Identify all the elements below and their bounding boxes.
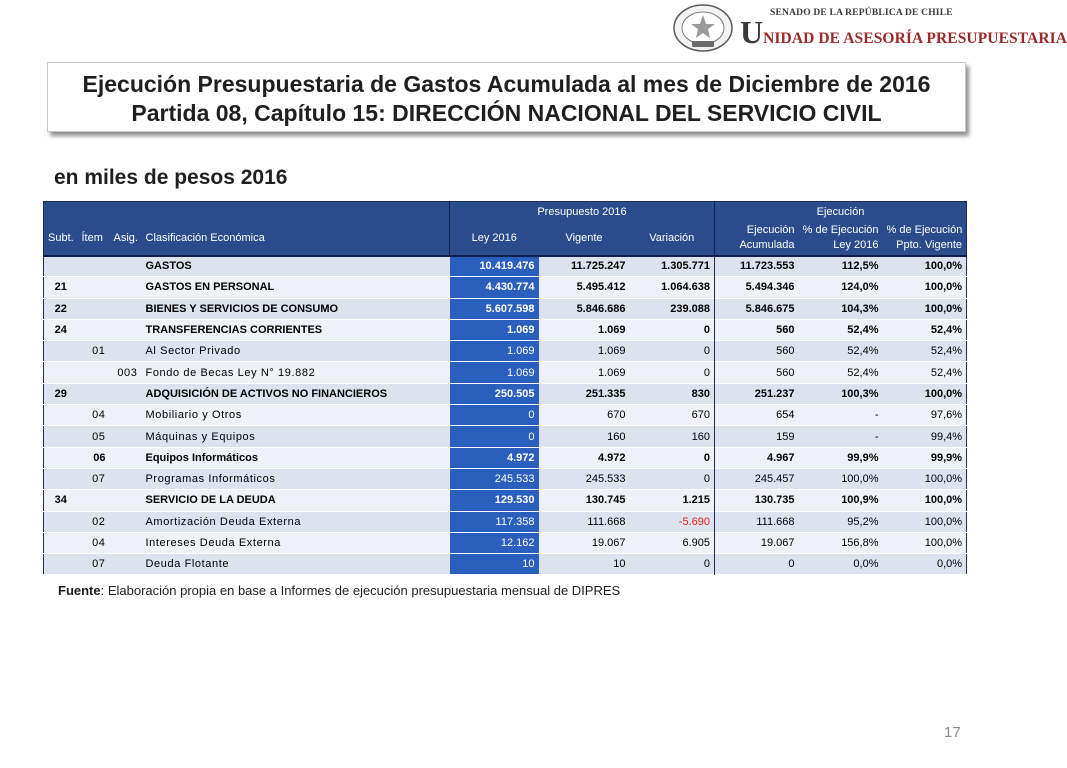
cell-asig	[110, 511, 142, 532]
cell-subt	[44, 511, 78, 532]
cell-ley: 12.162	[450, 532, 539, 553]
cell-variacion: 0	[630, 554, 715, 575]
cell-subt: 29	[44, 383, 78, 404]
table-row	[44, 298, 967, 319]
cell-vigente: 111.668	[539, 511, 630, 532]
cell-vigente: 5.846.686	[539, 298, 630, 319]
cell-pct-ley: 0,0%	[799, 554, 883, 575]
cell-ley: 4.430.774	[450, 277, 539, 298]
cell-item: 07	[78, 468, 110, 489]
cell-vigente: 670	[539, 405, 630, 426]
header-pct-ley-l2: Ley 2016	[833, 239, 879, 251]
logo-rest: NIDAD DE ASESORÍA PRESUPUESTARIA	[763, 30, 1067, 47]
senate-logo	[672, 3, 1067, 53]
table-row	[44, 511, 967, 532]
cell-ejec: 245.457	[715, 468, 799, 489]
cell-vigente: 1.069	[539, 319, 630, 340]
cell-vigente: 245.533	[539, 468, 630, 489]
cell-pct-vig: 52,4%	[883, 362, 967, 383]
header-pct-vigente-l2: Ppto. Vigente	[896, 239, 963, 251]
cell-clasif: Equipos Informáticos	[142, 447, 450, 468]
cell-pct-vig: 100,0%	[883, 298, 967, 319]
cell-subt	[44, 532, 78, 553]
cell-subt	[44, 426, 78, 447]
header-blank	[44, 202, 450, 222]
cell-ley: 1.069	[450, 341, 539, 362]
cell-ejec: 560	[715, 319, 799, 340]
cell-ejec: 5.846.675	[715, 298, 799, 319]
cell-ejec: 19.067	[715, 532, 799, 553]
cell-ejec: 560	[715, 341, 799, 362]
header-ley: Ley 2016	[450, 222, 539, 256]
cell-pct-vig: 99,4%	[883, 426, 967, 447]
cell-variacion: 0	[630, 468, 715, 489]
header-item: Ítem	[78, 222, 110, 256]
cell-subt: 24	[44, 319, 78, 340]
cell-clasif: ADQUISICIÓN DE ACTIVOS NO FINANCIEROS	[142, 383, 450, 404]
table-row	[44, 554, 967, 575]
cell-ejec: 130.735	[715, 490, 799, 511]
cell-subt	[44, 256, 78, 277]
cell-vigente: 5.495.412	[539, 277, 630, 298]
cell-clasif: GASTOS	[142, 256, 450, 277]
cell-asig	[110, 468, 142, 489]
cell-pct-vig: 100,0%	[883, 511, 967, 532]
cell-pct-vig: 52,4%	[883, 319, 967, 340]
cell-item: 02	[78, 511, 110, 532]
cell-ley: 5.607.598	[450, 298, 539, 319]
cell-item: 01	[78, 341, 110, 362]
cell-subt	[44, 554, 78, 575]
cell-pct-ley: 95,2%	[799, 511, 883, 532]
cell-clasif: Deuda Flotante	[142, 554, 450, 575]
cell-subt: 34	[44, 490, 78, 511]
header-pct-ley-l1: % de Ejecución	[802, 224, 879, 236]
cell-subt	[44, 405, 78, 426]
cell-item	[78, 362, 110, 383]
header-vigente: Vigente	[539, 222, 630, 256]
cell-clasif: SERVICIO DE LA DEUDA	[142, 490, 450, 511]
cell-ley: 250.505	[450, 383, 539, 404]
cell-variacion: 0	[630, 362, 715, 383]
table-row	[44, 277, 967, 298]
cell-asig	[110, 554, 142, 575]
cell-item: 06	[78, 447, 110, 468]
cell-pct-ley: 124,0%	[799, 277, 883, 298]
cell-ley: 10.419.476	[450, 256, 539, 277]
cell-subt	[44, 341, 78, 362]
cell-clasif: Intereses Deuda Externa	[142, 532, 450, 553]
table-row	[44, 532, 967, 553]
cell-pct-ley: 52,4%	[799, 362, 883, 383]
table-row	[44, 362, 967, 383]
cell-asig	[110, 319, 142, 340]
cell-ley: 1.069	[450, 362, 539, 383]
cell-pct-ley: -	[799, 426, 883, 447]
cell-variacion: 0	[630, 319, 715, 340]
cell-subt	[44, 468, 78, 489]
cell-variacion: 239.088	[630, 298, 715, 319]
source-label: Fuente	[58, 583, 101, 598]
cell-pct-ley: 104,3%	[799, 298, 883, 319]
cell-ley: 10	[450, 554, 539, 575]
header-pct-vigente-l1: % de Ejecución	[886, 224, 963, 236]
cell-item	[78, 319, 110, 340]
cell-ley: 129.530	[450, 490, 539, 511]
cell-vigente: 11.725.247	[539, 256, 630, 277]
cell-ley: 245.533	[450, 468, 539, 489]
cell-subt	[44, 447, 78, 468]
cell-ejec: 560	[715, 362, 799, 383]
cell-item	[78, 298, 110, 319]
cell-vigente: 160	[539, 426, 630, 447]
cell-clasif: Máquinas y Equipos	[142, 426, 450, 447]
cell-ejec: 159	[715, 426, 799, 447]
cell-item	[78, 383, 110, 404]
cell-item	[78, 256, 110, 277]
cell-vigente: 10	[539, 554, 630, 575]
cell-ejec: 0	[715, 554, 799, 575]
cell-asig	[110, 383, 142, 404]
cell-ley: 1.069	[450, 319, 539, 340]
cell-asig	[110, 256, 142, 277]
cell-variacion: -5.690	[630, 511, 715, 532]
cell-clasif: BIENES Y SERVICIOS DE CONSUMO	[142, 298, 450, 319]
cell-pct-vig: 100,0%	[883, 383, 967, 404]
header-pct-vigente	[883, 222, 967, 256]
cell-ejec: 251.237	[715, 383, 799, 404]
cell-asig	[110, 490, 142, 511]
cell-asig	[110, 405, 142, 426]
header-ejecucion-acumulada-l2: Acumulada	[739, 239, 795, 251]
source-note	[58, 583, 620, 598]
page-number: 17	[944, 724, 961, 741]
cell-pct-ley: 52,4%	[799, 319, 883, 340]
cell-variacion: 1.305.771	[630, 256, 715, 277]
cell-pct-vig: 97,6%	[883, 405, 967, 426]
cell-subt: 21	[44, 277, 78, 298]
cell-asig	[110, 298, 142, 319]
title-line-2: Partida 08, Capítulo 15: DIRECCIÓN NACIONAL DEL SERVICIO CIVIL	[131, 100, 882, 126]
table-row	[44, 405, 967, 426]
logo-small-text: SENADO DE LA REPÚBLICA DE CHILE	[770, 8, 953, 18]
cell-ley: 4.972	[450, 447, 539, 468]
cell-subt	[44, 362, 78, 383]
cell-clasif: Mobiliario y Otros	[142, 405, 450, 426]
table-row	[44, 490, 967, 511]
cell-pct-ley: 100,9%	[799, 490, 883, 511]
table-row	[44, 256, 967, 277]
header-ejecucion-acumulada-l1: Ejecución	[746, 224, 795, 236]
cell-pct-vig: 0,0%	[883, 554, 967, 575]
cell-ejec: 4.967	[715, 447, 799, 468]
cell-vigente: 1.069	[539, 341, 630, 362]
header-asig: Asig.	[110, 222, 142, 256]
cell-clasif: Programas Informáticos	[142, 468, 450, 489]
cell-variacion: 0	[630, 447, 715, 468]
cell-asig	[110, 447, 142, 468]
header-ejecucion-acumulada	[715, 222, 799, 256]
cell-pct-ley: -	[799, 405, 883, 426]
budget-table	[43, 201, 967, 575]
table-row	[44, 468, 967, 489]
cell-pct-ley: 156,8%	[799, 532, 883, 553]
cell-vigente: 130.745	[539, 490, 630, 511]
cell-ejec: 111.668	[715, 511, 799, 532]
cell-item: 04	[78, 405, 110, 426]
cell-variacion: 1.064.638	[630, 277, 715, 298]
cell-variacion: 830	[630, 383, 715, 404]
cell-vigente: 19.067	[539, 532, 630, 553]
table-row	[44, 426, 967, 447]
cell-ejec: 5.494.346	[715, 277, 799, 298]
cell-pct-vig: 52,4%	[883, 341, 967, 362]
cell-variacion: 160	[630, 426, 715, 447]
cell-pct-ley: 100,0%	[799, 468, 883, 489]
cell-item: 05	[78, 426, 110, 447]
cell-vigente: 1.069	[539, 362, 630, 383]
cell-pct-ley: 100,3%	[799, 383, 883, 404]
cell-variacion: 670	[630, 405, 715, 426]
cell-item: 07	[78, 554, 110, 575]
title-line-1: Ejecución Presupuestaria de Gastos Acumulada al mes de Diciembre de 2016	[82, 71, 931, 97]
cell-pct-vig: 100,0%	[883, 490, 967, 511]
cell-vigente: 4.972	[539, 447, 630, 468]
cell-variacion: 0	[630, 341, 715, 362]
group-header-ejecucion: Ejecución	[715, 202, 967, 222]
cell-asig	[110, 277, 142, 298]
cell-pct-vig: 100,0%	[883, 277, 967, 298]
logo-big-text	[740, 14, 1067, 51]
cell-pct-vig: 100,0%	[883, 532, 967, 553]
title-box	[47, 62, 966, 132]
cell-item	[78, 277, 110, 298]
cell-pct-ley: 112,5%	[799, 256, 883, 277]
cell-asig: 003	[110, 362, 142, 383]
table-row	[44, 319, 967, 340]
cell-asig	[110, 341, 142, 362]
subtitle: en miles de pesos 2016	[54, 166, 288, 189]
cell-asig	[110, 532, 142, 553]
cell-pct-ley: 52,4%	[799, 341, 883, 362]
cell-pct-vig: 99,9%	[883, 447, 967, 468]
cell-pct-vig: 100,0%	[883, 256, 967, 277]
header-clasificacion: Clasificación Económica	[142, 222, 450, 256]
cell-variacion: 6.905	[630, 532, 715, 553]
logo-initial: U	[740, 14, 764, 50]
senate-seal-icon	[672, 3, 734, 53]
cell-pct-ley: 99,9%	[799, 447, 883, 468]
cell-item	[78, 490, 110, 511]
source-text: : Elaboración propia en base a Informes de ejecución presupuestaria mensual de DIPRES	[100, 583, 621, 598]
header-pct-ley	[799, 222, 883, 256]
group-header-presupuesto: Presupuesto 2016	[450, 202, 715, 222]
cell-clasif: Amortización Deuda Externa	[142, 511, 450, 532]
cell-clasif: Al Sector Privado	[142, 341, 450, 362]
cell-clasif: TRANSFERENCIAS CORRIENTES	[142, 319, 450, 340]
cell-clasif: GASTOS EN PERSONAL	[142, 277, 450, 298]
cell-asig	[110, 426, 142, 447]
table-row	[44, 447, 967, 468]
cell-ley: 117.358	[450, 511, 539, 532]
table-row	[44, 383, 967, 404]
cell-pct-vig: 100,0%	[883, 468, 967, 489]
header-variacion: Variación	[630, 222, 715, 256]
cell-item: 04	[78, 532, 110, 553]
cell-vigente: 251.335	[539, 383, 630, 404]
cell-ejec: 654	[715, 405, 799, 426]
cell-clasif: Fondo de Becas Ley N° 19.882	[142, 362, 450, 383]
cell-variacion: 1.215	[630, 490, 715, 511]
header-subt: Subt.	[44, 222, 78, 256]
cell-ley: 0	[450, 426, 539, 447]
table-row	[44, 341, 967, 362]
cell-ley: 0	[450, 405, 539, 426]
cell-subt: 22	[44, 298, 78, 319]
cell-ejec: 11.723.553	[715, 256, 799, 277]
